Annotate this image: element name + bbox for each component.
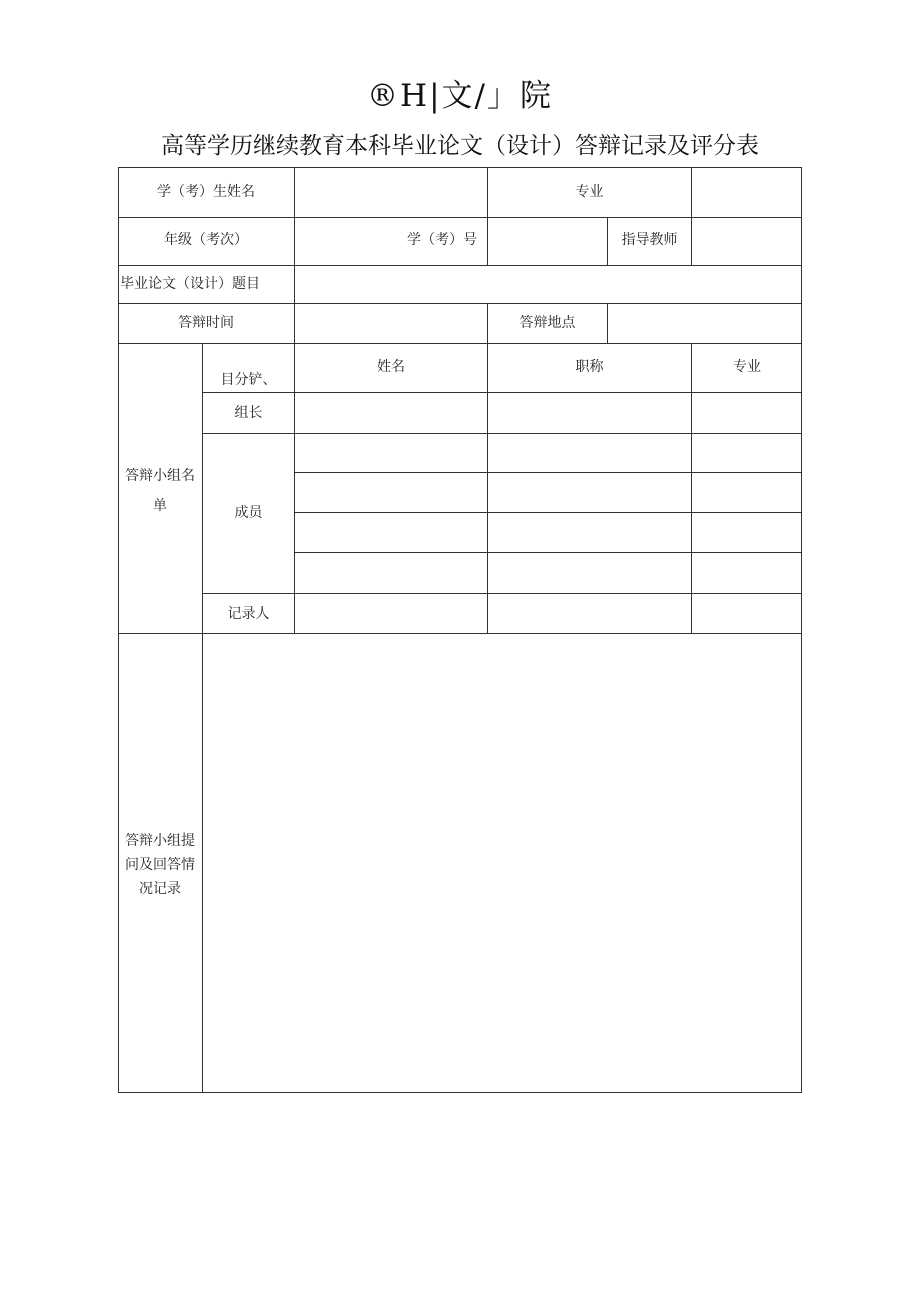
panel-name-header: 姓名 (377, 359, 405, 375)
panel-major-header: 专业 (733, 359, 761, 375)
major-label: 专业 (575, 184, 604, 200)
grade-label: 年级（考次） (164, 232, 248, 248)
panel-members-label: 成员 (234, 505, 263, 521)
institution-title: ®H|文/」院 (367, 78, 553, 114)
panel-leader-label: 组长 (234, 405, 263, 421)
thesis-title-field[interactable] (295, 266, 801, 303)
advisor-field[interactable] (692, 218, 801, 265)
defense-time-label: 答辩时间 (178, 315, 234, 331)
thesis-title-label: 毕业论文（设计）题目 (120, 276, 260, 292)
qa-label-line3: 况记录 (139, 881, 181, 897)
form-title: 高等学历继续教育本科毕业论文（设计）答辩记录及评分表 (161, 133, 759, 159)
defense-time-field[interactable] (295, 304, 487, 343)
student-name-field[interactable] (295, 168, 487, 217)
qa-label-line1: 答辩小组提 (125, 833, 195, 849)
qa-record-field[interactable] (203, 634, 801, 1092)
qa-label-line2: 问及回答情 (125, 857, 195, 873)
advisor-label: 指导教师 (621, 232, 678, 248)
major-field[interactable] (692, 168, 801, 217)
panel-role-header: 目分铲、 (220, 372, 277, 388)
student-name-label: 学（考）生姓名 (157, 184, 255, 200)
defense-location-label: 答辩地点 (519, 315, 576, 331)
student-id-label: 学（考）号 (407, 232, 477, 248)
panel-section-label-line2: 单 (153, 498, 167, 514)
student-id-field[interactable] (488, 218, 607, 265)
defense-location-field[interactable] (608, 304, 801, 343)
panel-title-header: 职称 (575, 359, 604, 375)
defense-record-table (118, 167, 802, 1093)
panel-section-label-line1: 答辩小组名 (125, 468, 195, 484)
panel-recorder-label: 记录人 (227, 606, 270, 622)
